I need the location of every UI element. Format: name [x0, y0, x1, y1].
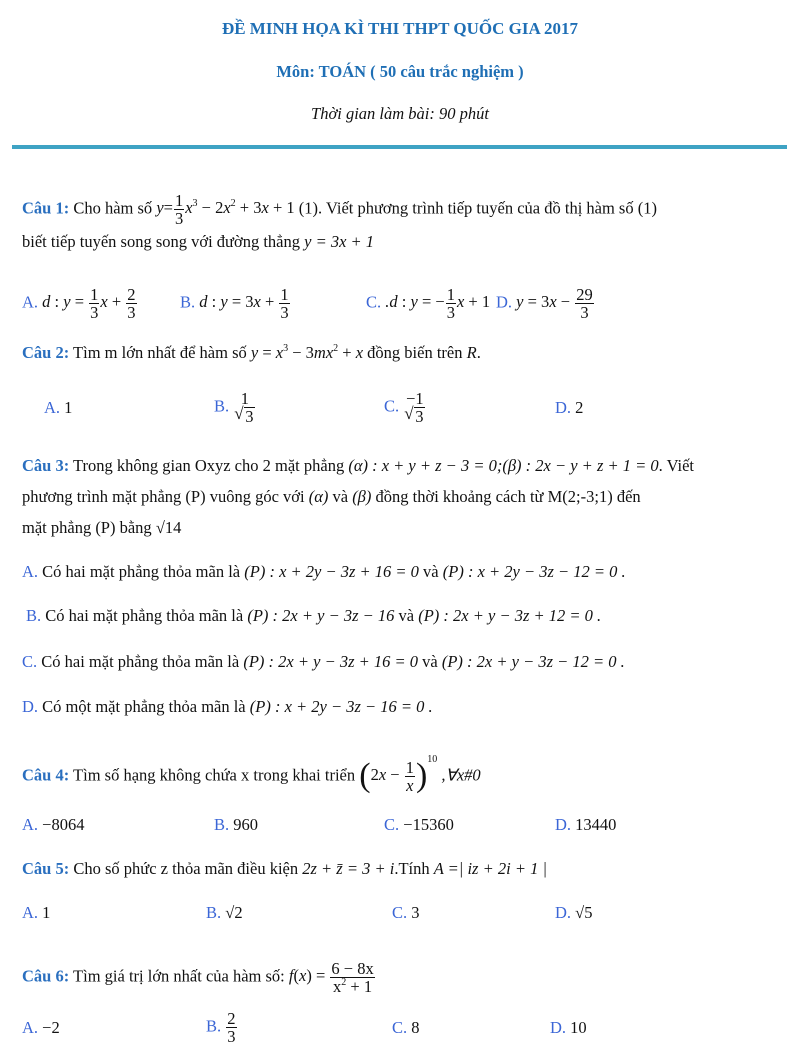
option-c[interactable]: [366, 286, 490, 321]
option-b[interactable]: [214, 390, 257, 425]
option-d[interactable]: [555, 398, 583, 418]
exam-title: ĐỀ MINH HỌA KÌ THI THPT QUỐC GIA 2017: [221, 19, 579, 38]
option-value: 10: [570, 1018, 587, 1037]
option-label: A.: [22, 292, 39, 312]
distance-value: √14: [155, 518, 182, 537]
question-text: Trong không gian Oxyz cho 2 mặt phẳng: [73, 456, 345, 475]
option-value: .d : y = − $\frac{1}{3}$ x + 1: [385, 285, 491, 322]
option-label: C.: [392, 903, 408, 922]
option-label: D.: [496, 292, 513, 312]
option-value: 1: [64, 398, 73, 417]
option-value: $\frac{2}{3}$: [227, 1009, 236, 1046]
option-value: d : y = 3x + $\frac{1}{3}$: [199, 285, 289, 322]
option-label: B.: [206, 1016, 222, 1036]
option-value: 3: [411, 903, 420, 922]
question-text: biết tiếp tuyến song song với đường thẳng: [22, 232, 300, 251]
beta-symbol: (β): [352, 487, 372, 506]
question-text: Cho số phức z thỏa mãn điều kiện: [73, 859, 299, 878]
option-label: C.: [22, 652, 38, 671]
option-c[interactable]: [384, 390, 427, 425]
option-label: D.: [555, 398, 572, 417]
option-label: A.: [22, 562, 39, 581]
question-3: [22, 456, 694, 476]
option-label: A.: [22, 815, 39, 834]
option-value: −2: [42, 1018, 60, 1037]
question-4: [22, 754, 481, 795]
option-text: Có hai mặt phẳng thỏa mãn là: [41, 652, 240, 671]
option-label: D.: [555, 815, 572, 834]
option-value: 1: [42, 903, 51, 922]
and-text: và: [422, 652, 438, 671]
and-text: và: [423, 562, 439, 581]
question-3-line-2: [22, 487, 641, 507]
plane-equation: (P) : 2x + y − 3z − 12 = 0 .: [441, 652, 625, 671]
option-d[interactable]: [22, 697, 433, 717]
option-label: A.: [44, 398, 61, 417]
plane-equation: (P) : 2x + y − 3z + 16 = 0: [243, 652, 419, 671]
option-text: Có hai mặt phẳng thỏa mãn là: [45, 606, 244, 625]
option-d[interactable]: [496, 286, 595, 321]
line-equation: y = 3x + 1: [304, 232, 375, 251]
plane-equation: (P) : x + 2y − 3z − 12 = 0 .: [442, 562, 626, 581]
option-text: Có hai mặt phẳng thỏa mãn là: [42, 562, 241, 581]
question-label: Câu 6:: [22, 966, 70, 986]
option-c[interactable]: [392, 1018, 420, 1038]
question-text: Tìm m lớn nhất để hàm số: [73, 343, 247, 362]
question-text: (1). Viết phương trình tiếp tuyến của đồ thị hàm số (1): [298, 198, 657, 218]
header-divider: [12, 145, 787, 149]
question-text: đồng biến trên: [367, 343, 463, 362]
question-6: [22, 960, 376, 995]
option-c[interactable]: [392, 903, 420, 923]
function-formula: $y = x^3 - 3mx^2 + x$: [250, 343, 364, 362]
option-label: D.: [550, 1018, 567, 1037]
option-label: B.: [206, 903, 222, 922]
option-label: C.: [366, 292, 382, 312]
option-label: C.: [384, 396, 400, 416]
option-value: √2: [225, 903, 243, 922]
option-d[interactable]: [550, 1018, 587, 1038]
option-a[interactable]: [22, 903, 50, 923]
option-b[interactable]: [26, 606, 601, 626]
option-b[interactable]: [206, 903, 243, 923]
question-text: . Viết: [658, 456, 695, 475]
option-a[interactable]: [22, 286, 138, 321]
exam-time: Thời gian làm bài: 90 phút: [311, 104, 489, 123]
and-text: và: [398, 606, 415, 625]
question-label: Câu 5:: [22, 859, 70, 878]
set-symbol: R: [466, 343, 477, 362]
option-a[interactable]: [22, 562, 626, 582]
option-d[interactable]: [555, 815, 616, 835]
exponent: 10: [427, 754, 438, 766]
condition-formula: 2z + z̄ = 3 + i: [302, 859, 395, 878]
binomial-formula: (2x − $\frac{1}{x}$ )$^{10}$: [359, 754, 438, 795]
question-label: Câu 1:: [22, 198, 70, 218]
plane-equation: (P) : 2x + y − 3z + 12 = 0 .: [418, 606, 602, 625]
question-text: Tìm giá trị lớn nhất của hàm số:: [73, 966, 285, 986]
option-label: A.: [22, 903, 39, 922]
option-a[interactable]: [44, 398, 72, 418]
target-formula: A =| iz + 2i + 1 |: [433, 859, 547, 878]
question-text: .Tính: [394, 859, 430, 878]
planes-formula: (α) : x + y + z − 3 = 0;(β) : 2x − y + z + 1 = 0: [348, 456, 659, 475]
question-text: Cho hàm số: [73, 198, 153, 218]
option-value: −15360: [403, 815, 454, 834]
plane-equation: (P) : x + 2y − 3z + 16 = 0: [244, 562, 419, 581]
option-b[interactable]: [206, 1010, 238, 1045]
question-text: phương trình mặt phẳng (P) vuông góc với: [22, 487, 305, 506]
function-formula: y= $\frac{1}{3}$ $x^3 - 2x^2 + 3x + 1$: [156, 191, 295, 228]
plane-equation: (P) : 2x + y − 3z − 16: [247, 606, 395, 625]
exam-subject: Môn: TOÁN ( 50 câu trắc nghiệm ): [276, 62, 524, 81]
option-value: 1 √ 3: [233, 396, 256, 415]
question-text: mặt phẳng (P) bằng: [22, 518, 152, 537]
option-text: Có một mặt phẳng thỏa mãn là: [42, 697, 246, 716]
option-value: 8: [411, 1018, 420, 1037]
option-label: C.: [384, 815, 400, 834]
option-d[interactable]: [555, 903, 592, 923]
option-b[interactable]: [180, 286, 291, 321]
option-value: y = 3x − $\frac{29}{3}$: [516, 285, 593, 322]
option-c[interactable]: [384, 815, 454, 835]
question-3-line-3: [22, 518, 181, 538]
function-formula: f(x) = $\frac{6 - 8x}{x^2 + 1}$: [288, 959, 374, 996]
option-label: B.: [180, 292, 196, 312]
question-1: [22, 192, 657, 227]
question-text: và: [332, 487, 349, 506]
option-label: B.: [26, 606, 42, 625]
option-label: B.: [214, 815, 230, 834]
question-label: Câu 3:: [22, 456, 70, 475]
option-value: 960: [233, 815, 259, 834]
condition: ,∀x#0: [441, 765, 481, 785]
alpha-symbol: (α): [308, 487, 329, 506]
option-value: 13440: [575, 815, 617, 834]
option-label: A.: [22, 1018, 39, 1037]
question-label: Câu 4:: [22, 765, 70, 785]
option-label: D.: [22, 697, 39, 716]
option-b[interactable]: [214, 815, 258, 835]
option-label: D.: [555, 903, 572, 922]
option-value: √5: [575, 903, 593, 922]
option-c[interactable]: [22, 652, 625, 672]
option-value: d : y = $\frac{1}{3}$ x + $\frac{2}{3}$: [42, 285, 136, 322]
plane-equation: (P) : x + 2y − 3z − 16 = 0 .: [249, 697, 433, 716]
option-a[interactable]: [22, 815, 84, 835]
option-value: −8064: [42, 815, 85, 834]
option-label: C.: [392, 1018, 408, 1037]
option-value: 2: [575, 398, 584, 417]
question-text: Tìm số hạng không chứa x trong khai triển: [73, 765, 356, 785]
option-label: B.: [214, 396, 230, 416]
question-1-line-2: [22, 232, 374, 252]
question-5: [22, 859, 547, 879]
question-2: Câu 2: Tìm m lớn nhất để hàm số $y = x^3 - 3mx^2 + x$ đồng biến trên R.: [22, 343, 481, 362]
question-text: đồng thời khoảng cách từ M(2;-3;1) đến: [375, 487, 641, 506]
option-value: −1 √ 3: [403, 396, 426, 415]
option-a[interactable]: [22, 1018, 60, 1038]
question-label: Câu 2:: [22, 343, 70, 362]
